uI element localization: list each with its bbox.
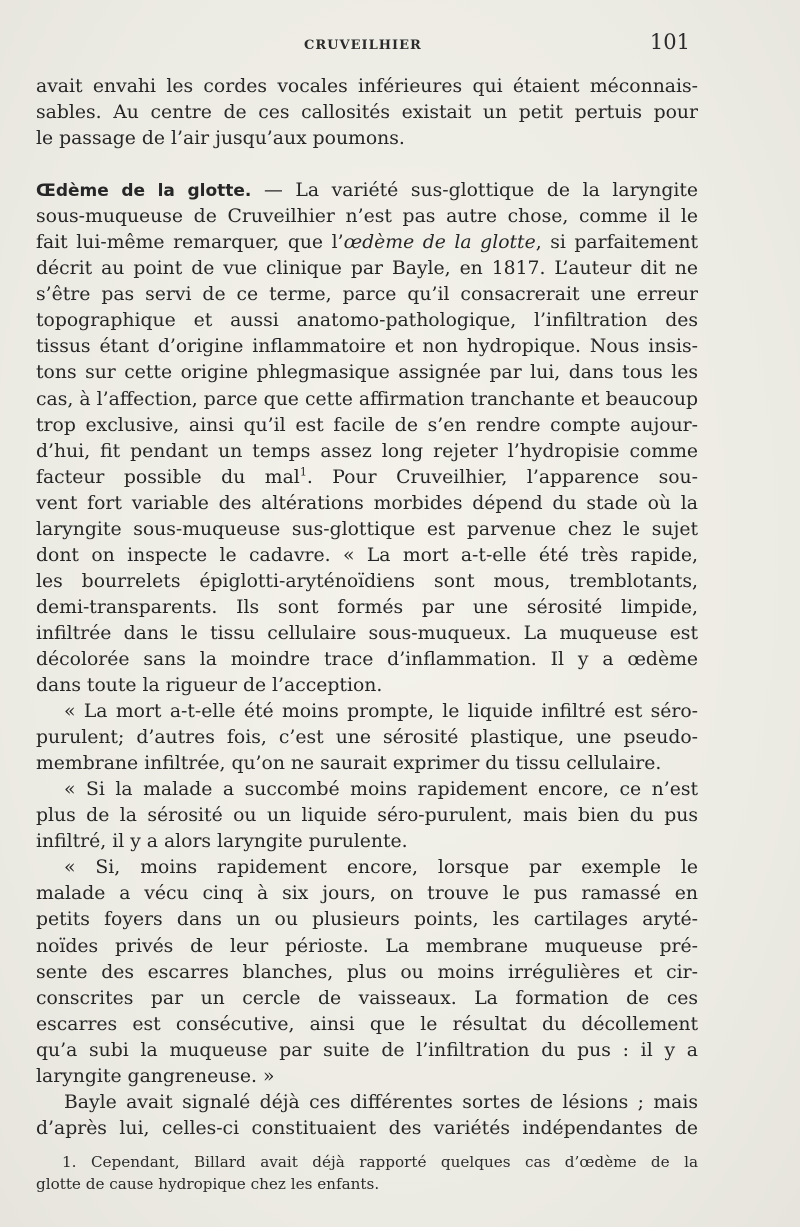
text-line: « Si la malade a succombé moins rapidement encore, ce n’est [64, 779, 698, 801]
text-line: « La mort a-t-elle été moins prompte, le liquide infiltré est séro- [64, 701, 698, 723]
text-run: — La variété sus-glottique de la laryngite [251, 180, 699, 202]
section-heading: Œdème de la glotte. [36, 181, 252, 202]
text-line: qu’a subi la muqueuse par suite de l’infiltration du pus : il y a [36, 1039, 698, 1061]
page-number: 101 [649, 30, 690, 54]
text-run: facteur possible du mal [36, 466, 300, 488]
text-line: demi-transparents. Ils sont formés par une sérosité limpide, [36, 596, 698, 618]
text-line: tons sur cette origine phlegmasique assignée par lui, dans tous les [36, 362, 698, 384]
text-run: . Pour Cruveilhier, l’apparence sou- [306, 466, 698, 488]
text-line: membrane infiltrée, qu’on ne saurait exprimer du tissu cellulaire. [36, 753, 662, 775]
text-line: noïdes privés de leur périoste. La membrane muqueuse pré- [36, 935, 698, 957]
text-line: purulent; d’autres fois, c’est une sérosité plastique, une pseudo- [36, 727, 698, 749]
text-line: dont on inspecte le cadavre. « La mort a-t-elle été très rapide, [36, 544, 698, 566]
text-run: fait lui-même remarquer, que l’ [36, 232, 344, 254]
text-line: décrit au point de vue clinique par Bayle, en 1817. L’auteur dit ne [36, 258, 698, 280]
text-line: Bayle avait signalé déjà ces différentes sortes de lésions ; mais [64, 1091, 698, 1113]
footnote-line: 1. Cependant, Billard avait déjà rapporté quelques cas d’œdème de la [62, 1153, 698, 1171]
text-line: petits foyers dans un ou plusieurs points, les cartilages aryté- [36, 909, 698, 931]
text-line: le passage de l’air jusqu’aux poumons. [36, 128, 405, 150]
text-line: trop exclusive, ainsi qu’il est facile de s’en rendre compte aujour- [36, 414, 698, 436]
text-line: avait envahi les cordes vocales inférieures qui étaient méconnais- [36, 76, 698, 97]
footnote-marker: 1 [299, 465, 307, 479]
text-line: malade a vécu cinq à six jours, on trouve le pus ramassé en [36, 883, 698, 905]
text-line: conscrites par un cercle de vaisseaux. La formation de ces [36, 987, 698, 1009]
text-line: laryngite gangreneuse. » [36, 1065, 275, 1087]
text-line: tissus étant d’origine inflammatoire et non hydropique. Nous insis- [36, 336, 698, 358]
text-line: « Si, moins rapidement encore, lorsque par exemple le [64, 857, 698, 879]
text-line: topographique et aussi anatomo-pathologique, l’infiltration des [36, 310, 698, 332]
text-line: cas, à l’affection, parce que cette affirmation tranchante et beaucoup [36, 388, 698, 410]
text-line: escarres est consécutive, ainsi que le résultat du décollement [36, 1013, 698, 1035]
text-line: dans toute la rigueur de l’acception. [36, 675, 383, 697]
text-run: , si parfaitement [535, 232, 698, 254]
text-line: les bourrelets épiglotti-aryténoïdiens sont mous, tremblotants, [36, 570, 698, 592]
running-title: CRUVEILHIER [304, 38, 422, 53]
text-line: d’hui, fit pendant un temps assez long rejeter l’hydropisie comme [36, 440, 698, 462]
running-head [36, 30, 690, 60]
text-line: décolorée sans la moindre trace d’inflammation. Il y a œdème [36, 648, 698, 670]
text-line: infiltrée dans le tissu cellulaire sous-muqueux. La muqueuse est [36, 622, 698, 644]
footnote [36, 1151, 698, 1195]
text-line: d’après lui, celles-ci constituaient des variétés indépendantes de [36, 1117, 698, 1139]
footnote-line: glotte de cause hydropique chez les enfants. [36, 1175, 380, 1193]
text-line: vent fort variable des altérations morbides dépend du stade où la [36, 492, 698, 514]
text-line: sous-muqueuse de Cruveilhier n’est pas autre chose, comme il le [36, 206, 698, 228]
text-line [36, 230, 698, 256]
text-line: laryngite sous-muqueuse sus-glottique est parvenue chez le sujet [36, 518, 698, 540]
text-line: sables. Au centre de ces callosités existait un petit pertuis pour [36, 102, 698, 124]
text-line [36, 465, 698, 491]
text-line: plus de la sérosité ou un liquide séro-purulent, mais bien du pus [36, 805, 698, 827]
body-text [36, 74, 698, 1142]
paragraph-gap [36, 152, 698, 178]
text-line [36, 178, 698, 204]
text-line: infiltré, il y a alors laryngite purulente. [36, 831, 408, 853]
italic-term: œdème de la glotte [343, 232, 536, 254]
text-line: sente des escarres blanches, plus ou moins irrégulières et cir- [36, 961, 698, 983]
text-line: s’être pas servi de ce terme, parce qu’il consacrerait une erreur [36, 284, 698, 306]
